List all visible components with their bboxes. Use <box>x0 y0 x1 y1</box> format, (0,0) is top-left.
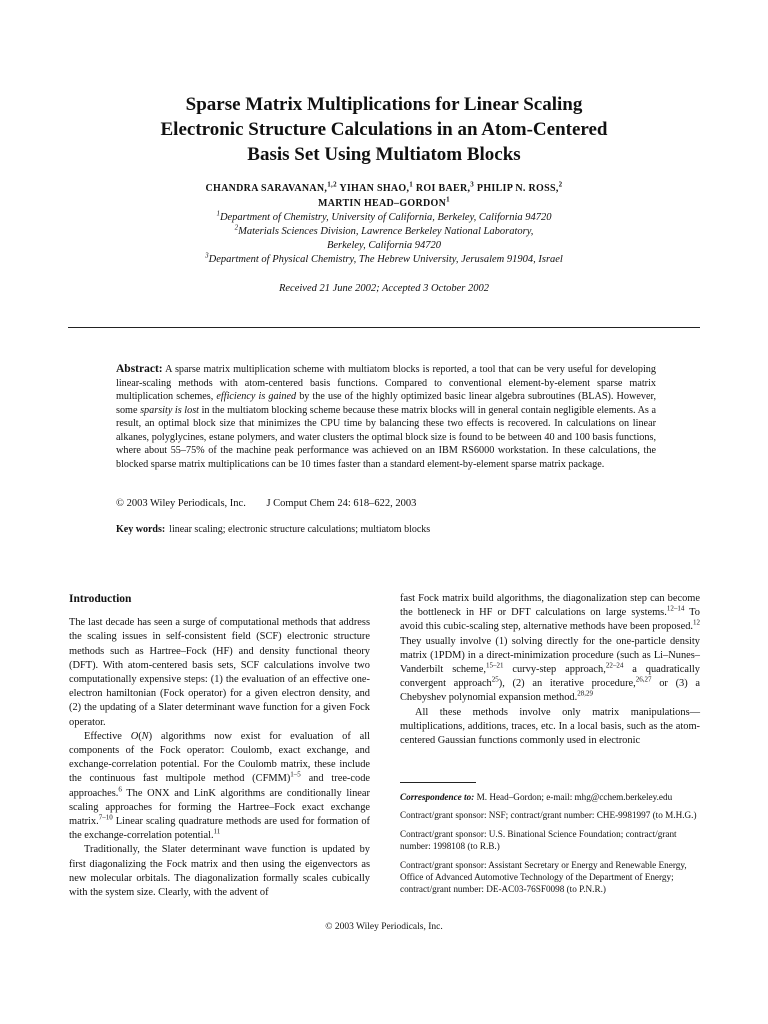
copyright-citation <box>116 498 434 509</box>
intro-paragraph-4: All these methods involve only matrix manipulations—multiplications, additions, traces, etc. In a local basis, such as the atom-centered Gaussian functions commonly used in electronic <box>400 706 700 747</box>
footnote-divider <box>400 782 476 783</box>
grant-note-1: Contract/grant sponsor: NSF; contract/grant number: CHE-9981997 (to M.H.G.) <box>400 810 697 821</box>
authors <box>0 181 768 211</box>
grant-note-3: Contract/grant sponsor: Assistant Secretary or Energy and Renewable Energy, Office of Advanced Automotive Technology of the Department of Energy; contract/grant number: DE-AC03-76SF0098 (to P.N.R.) <box>400 859 687 895</box>
footnotes <box>400 768 700 902</box>
page-footer: © 2003 Wiley Periodicals, Inc. <box>325 922 443 932</box>
affiliation-1: $^1$Department of Chemistry, University of California, Berkeley, California 94720 <box>216 209 552 223</box>
abstract: Abstract: A sparse matrix multiplication scheme with multiatom blocks is reported, a tool that can be very useful for developing linear-scaling methods with atom-centered basis functions. Compared to conventional element-by-element sparse matrix multiplication schemes, efficiency is gained by the use of the highly optimized basic linear algebra subroutines (BLAS). However, some sparsity is lost in the multiatom blocking scheme because these matrix blocks will in general contain negligible elements. As a result, an optimal block size that minimizes the CPU time by balancing these two effects is recovered. In calculations on linear alkanes, polyglycines, estane polymers, and water clusters the optimal block size is found to be between 40 and 100 basis functions, where about 55–75% of the machine peak performance was achieved on an IBM RS6000 workstation. In these calculations, the blocked sparse matrix multiplications can be 10 times faster than a standard element-by-element sparse matrix package. <box>116 363 657 470</box>
right-column <box>400 592 700 748</box>
title-block <box>0 92 768 294</box>
intro-paragraph-3-cont: fast Fock matrix build algorithms, the diagonalization step can become the bottleneck in HF or DFT calculations on large systems.$^{12-14}$ To avoid this cubic-scaling step, alternative methods have been proposed.$^{12}$ They usually involve (1) solving directly for the one-particle density matrix (1PDM) in a direct-minimization procedure (such as Li–Nunes–Vanderbilt scheme,$^{15-21}$ curvy-step approach,$^{22-24}$ a quadratically convergent approach$^{25}$), (2) an iterative procedure,$^{26,27}$ or (3) a Chebyshev polynomial expansion method.$^{28,29}$ <box>400 593 700 704</box>
copyright: © 2003 Wiley Periodicals, Inc. <box>116 498 246 509</box>
authors-line-2: MARTIN HEAD–GORDON$^1$ <box>318 195 450 209</box>
header-divider <box>68 327 700 328</box>
journal-citation: J Comput Chem 24: 618–622, 2003 <box>266 498 417 509</box>
correspondence-note: Correspondence to: M. Head–Gordon; e-mail: mhg@cchem.berkeley.edu <box>400 792 673 802</box>
section-heading-introduction: Introduction <box>69 593 132 605</box>
intro-paragraph-1: The last decade has seen a surge of computational methods that address the scaling issues in self-consistent field (SCF) electronic structure methods such as Hartree–Fock (HF) and density functional theory (DFT). With atom-centered basis sets, SCF calculations involve two computationally expensive steps: (1) the evaluation of an effective one-electron hamiltonian (Fock operator) for a given electron density, and (2) the updating of a Slater determinant wave function for a given Fock operator. <box>69 617 370 728</box>
affiliation-3: $^3$Department of Physical Chemistry, The Hebrew University, Jerusalem 91904, Israel <box>205 251 563 265</box>
abstract-label: Abstract: <box>116 363 163 375</box>
affiliation-2-cont: Berkeley, California 94720 <box>326 240 442 251</box>
paper-title-line-3: Basis Set Using Multiatom Blocks <box>247 144 521 165</box>
keywords-text: linear scaling; electronic structure calculations; multiatom blocks <box>169 524 431 535</box>
affiliations <box>0 211 768 267</box>
received-dates: Received 21 June 2002; Accepted 3 October 2002 <box>278 283 489 294</box>
keywords <box>116 524 430 535</box>
keywords-label: Key words: <box>116 524 166 535</box>
paper-title-line-1: Sparse Matrix Multiplications for Linear Scaling <box>185 94 583 115</box>
paper-title-line-2: Electronic Structure Calculations in an Atom-Centered <box>160 119 608 140</box>
affiliation-2: $^2$Materials Sciences Division, Lawrence Berkeley National Laboratory, <box>234 223 534 237</box>
grant-note-2: Contract/grant sponsor: U.S. Binational Science Foundation; contract/grant number: 1998108 (to R.B.) <box>400 828 677 852</box>
intro-paragraph-3: Traditionally, the Slater determinant wave function is updated by first diagonalizing the Fock matrix and then using the eigenvectors as new molecular orbitals. The diagonalization formally scales cubically with the system size. Clearly, with the advent of <box>69 844 370 899</box>
authors-line-1: CHANDRA SARAVANAN,$^{1,2}$ YIHAN SHAO,$^1$ ROI BAER,$^3$ PHILIP N. ROSS,$^2$ <box>205 180 563 194</box>
intro-paragraph-2: Effective O(N) algorithms now exist for evaluation of all components of the Fock operator: Coulomb, exact exchange, and exchange-correlation potential. For the Coulomb matrix, these include the continuous fast multipole method (CFMM)$^{1-5}$ and tree-code approaches.$^6$ The ONX and LinK algorithms are conditionally linear scaling approaches for forming the Hartree–Fock exact exchange matrix.$^{7-10}$ Linear scaling quadrature methods are used for formation of the exchange-correlation potential.$^{11}$ <box>69 730 371 842</box>
left-column <box>69 592 370 900</box>
